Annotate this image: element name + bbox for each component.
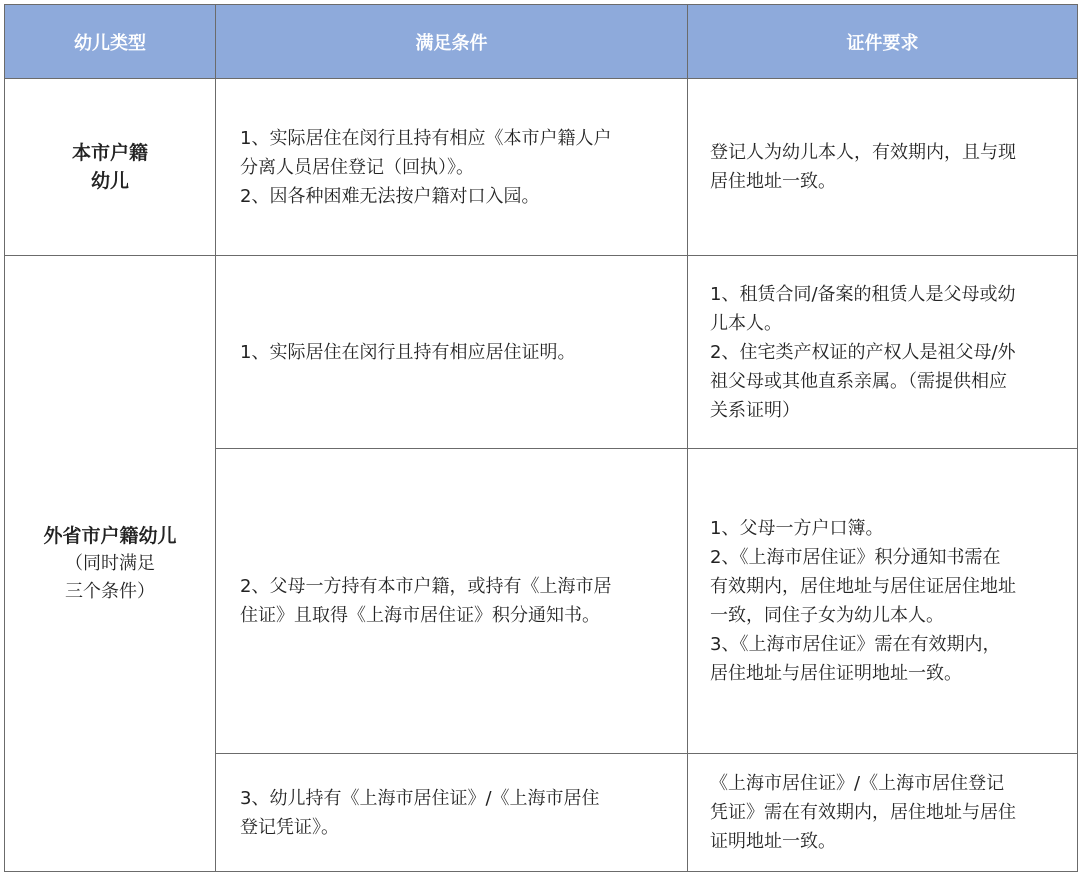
- condition-local-line-3: 2、因各种困难无法按户籍对口入园。: [240, 185, 540, 207]
- condition-local-line-1: 1、实际居住在闵行且持有相应《本市户籍人户: [240, 127, 612, 149]
- requirement-nonlocal-3-line-2: 凭证》需在有效期内，居住地址与居住: [710, 802, 1016, 823]
- child-type-nonlocal: [5, 256, 216, 872]
- child-type-local: [5, 79, 216, 256]
- header-child-type: 幼儿类型: [5, 5, 216, 79]
- requirement-local: [688, 79, 1078, 256]
- requirement-nonlocal-2: [688, 449, 1078, 754]
- condition-nonlocal-1-line-1: 1、实际居住在闵行且持有相应居住证明。: [240, 341, 576, 363]
- condition-nonlocal-3-line-2: 登记凭证》。: [240, 816, 339, 838]
- requirement-local-line-1: 登记人为幼儿本人，有效期内，且与现: [710, 142, 1016, 163]
- requirement-nonlocal-1-line-2: 儿本人。: [710, 312, 782, 334]
- header-conditions: 满足条件: [216, 5, 688, 79]
- table-row-local: [5, 79, 1078, 256]
- condition-local-line-2: 分离人员居住登记（回执）》。: [240, 156, 474, 178]
- requirement-local-line-2: 居住地址一致。: [710, 171, 836, 192]
- requirement-nonlocal-1-line-4: 祖父母或其他直系亲属。（需提供相应: [710, 370, 1007, 392]
- header-row: [5, 5, 1078, 79]
- requirement-nonlocal-2-line-4: 一致，同住子女为幼儿本人。: [710, 605, 944, 626]
- requirement-nonlocal-1-line-5: 关系证明）: [710, 399, 800, 421]
- requirement-nonlocal-3-line-1: 《上海市居住证》/《上海市居住登记: [710, 773, 1005, 794]
- child-type-nonlocal-note-1: （同时满足: [65, 552, 155, 574]
- header-documents: 证件要求: [688, 5, 1078, 79]
- requirement-nonlocal-1-line-3: 2、住宅类产权证的产权人是祖父母/外: [710, 341, 1016, 363]
- requirement-nonlocal-2-line-3: 有效期内，居住地址与居住证居住地址: [710, 576, 1016, 597]
- requirement-nonlocal-1: [688, 256, 1078, 449]
- child-type-local-line-1: 本市户籍: [71, 142, 148, 164]
- condition-nonlocal-1: [216, 256, 688, 449]
- condition-nonlocal-2: [216, 449, 688, 754]
- requirement-nonlocal-2-line-6: 居住地址与居住证明地址一致。: [710, 663, 962, 684]
- child-type-nonlocal-title: 外省市户籍幼儿: [43, 524, 177, 547]
- requirement-nonlocal-2-line-2: 2、《上海市居住证》积分通知书需在: [710, 547, 1001, 568]
- child-type-local-line-2: 幼儿: [90, 170, 129, 192]
- requirement-nonlocal-2-line-1: 1、父母一方户口簿。: [710, 518, 884, 539]
- kindergarten-eligibility-table: [4, 4, 1078, 872]
- requirement-nonlocal-2-line-5: 3、《上海市居住证》需在有效期内，: [710, 634, 1001, 655]
- requirement-nonlocal-1-line-1: 1、租赁合同/备案的租赁人是父母或幼: [710, 283, 1016, 305]
- condition-nonlocal-3-line-1: 3、幼儿持有《上海市居住证》/《上海市居住: [240, 787, 600, 809]
- child-type-nonlocal-note-2: 三个条件）: [65, 580, 155, 602]
- condition-nonlocal-2-line-2: 住证》且取得《上海市居住证》积分通知书。: [240, 605, 600, 626]
- table-row-nonlocal-1: [5, 256, 1078, 449]
- requirement-nonlocal-3-line-3: 证明地址一致。: [710, 831, 836, 852]
- requirement-nonlocal-3: [688, 754, 1078, 872]
- condition-nonlocal-3: [216, 754, 688, 872]
- condition-local: [216, 79, 688, 256]
- condition-nonlocal-2-line-1: 2、父母一方持有本市户籍，或持有《上海市居: [240, 576, 612, 597]
